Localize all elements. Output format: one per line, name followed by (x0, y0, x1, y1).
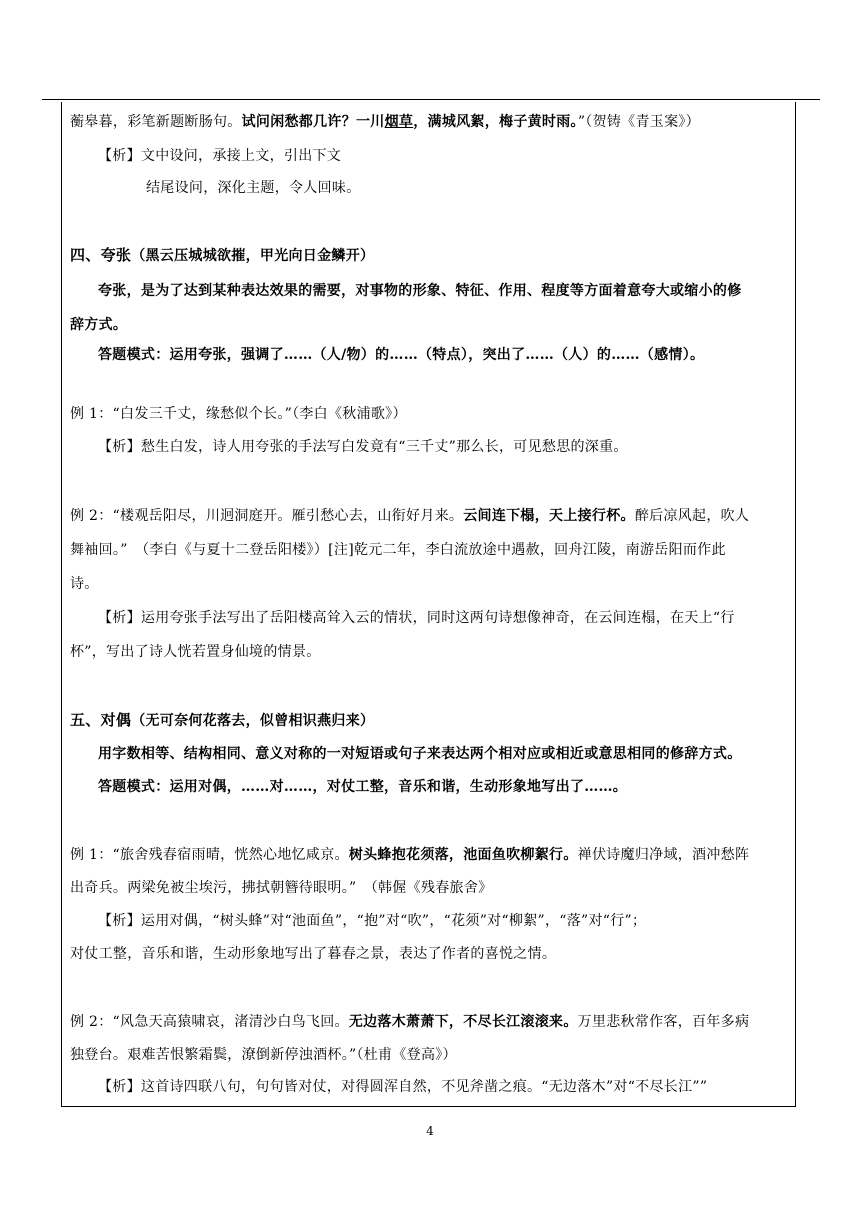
header-rule (42, 99, 820, 100)
answer-template: 答题模式：运用夸张，强调了……（人/物）的……（特点），突出了……（人）的……（感情）。 (98, 347, 705, 363)
definition-line: 辞方式。 (70, 317, 128, 333)
answer-template: 答题模式：运用对偶，……对……，对仗工整，音乐和谐，生动形象地写出了……。 (98, 779, 628, 795)
analysis-line: 【析】这首诗四联八句，句句皆对仗，对得圆浑自然，不见斧凿之痕。“无边落木”对“不尽长江”” (98, 1079, 708, 1095)
example-line: 出奇兵。两梁免被尘埃污，拂拭朝簪待眼明。” （韩偓《残春旅舍》 (70, 880, 493, 896)
analysis-line: 【析】文中设问，承接上文，引出下文 (98, 148, 342, 164)
example-line: 例 1：“白发三千丈，缘愁似个长。”（李白《秋浦歌》） (70, 406, 407, 422)
section-heading-antithesis: 五、对偶（无可奈何花落去，似曾相识燕归来） (70, 711, 375, 729)
example-line: 诗。 (70, 576, 99, 592)
analysis-line: 对仗工整，音乐和谐，生动形象地写出了暮春之景，表达了作者的喜悦之情。 (70, 946, 557, 962)
example-line: 例 1：“旅舍残春宿雨晴，恍然心地忆咸京。树头蜂抱花须落，池面鱼吹柳絮行。禅伏诗魔归净域，酒冲愁阵 (70, 847, 750, 863)
definition-line: 夸张，是为了达到某种表达效果的需要，对事物的形象、特征、作用、程度等方面着意夸大或缩小的修 (98, 283, 742, 299)
text-line: 蘅皋暮，彩笔新题断肠句。试问闲愁都几许？一川烟草，满城风絮，梅子黄时雨。”（贺铸《青玉案》） (70, 114, 700, 130)
section-heading-exaggeration: 四、夸张（黑云压城城欲摧，甲光向日金鳞开） (70, 246, 375, 264)
analysis-line: 【析】愁生白发，诗人用夸张的手法写白发竟有“三千丈”那么长，可见愁思的深重。 (98, 439, 628, 455)
analysis-line: 杯”，写出了诗人恍若置身仙境的情景。 (70, 644, 321, 660)
analysis-line: 【析】运用对偶，“树头蜂”对“池面鱼”，“抱”对“吹”，“花须”对“柳絮”，“落”对“行”； (98, 913, 647, 929)
example-line: 独登台。艰难苦恨繁霜鬓，潦倒新停浊酒杯。”（杜甫《登高》） (70, 1047, 457, 1063)
definition-line: 用字数相等、结构相同、意义对称的一对短语或句子来表达两个相对应或相近或意思相同的修辞方式。 (98, 746, 742, 762)
analysis-line: 结尾设问，深化主题，令人回味。 (146, 180, 361, 196)
example-line: 例 2：“楼观岳阳尽，川迥洞庭开。雁引愁心去，山衔好月来。云间连下榻，天上接行杯。醉后凉风起，吹人 (70, 508, 750, 524)
page-number: 4 (426, 1124, 434, 1138)
example-line: 舞袖回。” （李白《与夏十二登岳阳楼》）[注]乾元二年，李白流放途中遇赦，回舟江陵，南游岳阳而作此 (70, 542, 726, 558)
example-line: 例 2：“风急天高猿啸哀，渚清沙白鸟飞回。无边落木萧萧下，不尽长江滚滚来。万里悲秋常作客，百年多病 (70, 1014, 750, 1030)
analysis-line: 【析】运用夸张手法写出了岳阳楼高耸入云的情状，同时这两句诗想像神奇，在云间连榻，在天上“行 (98, 610, 735, 626)
